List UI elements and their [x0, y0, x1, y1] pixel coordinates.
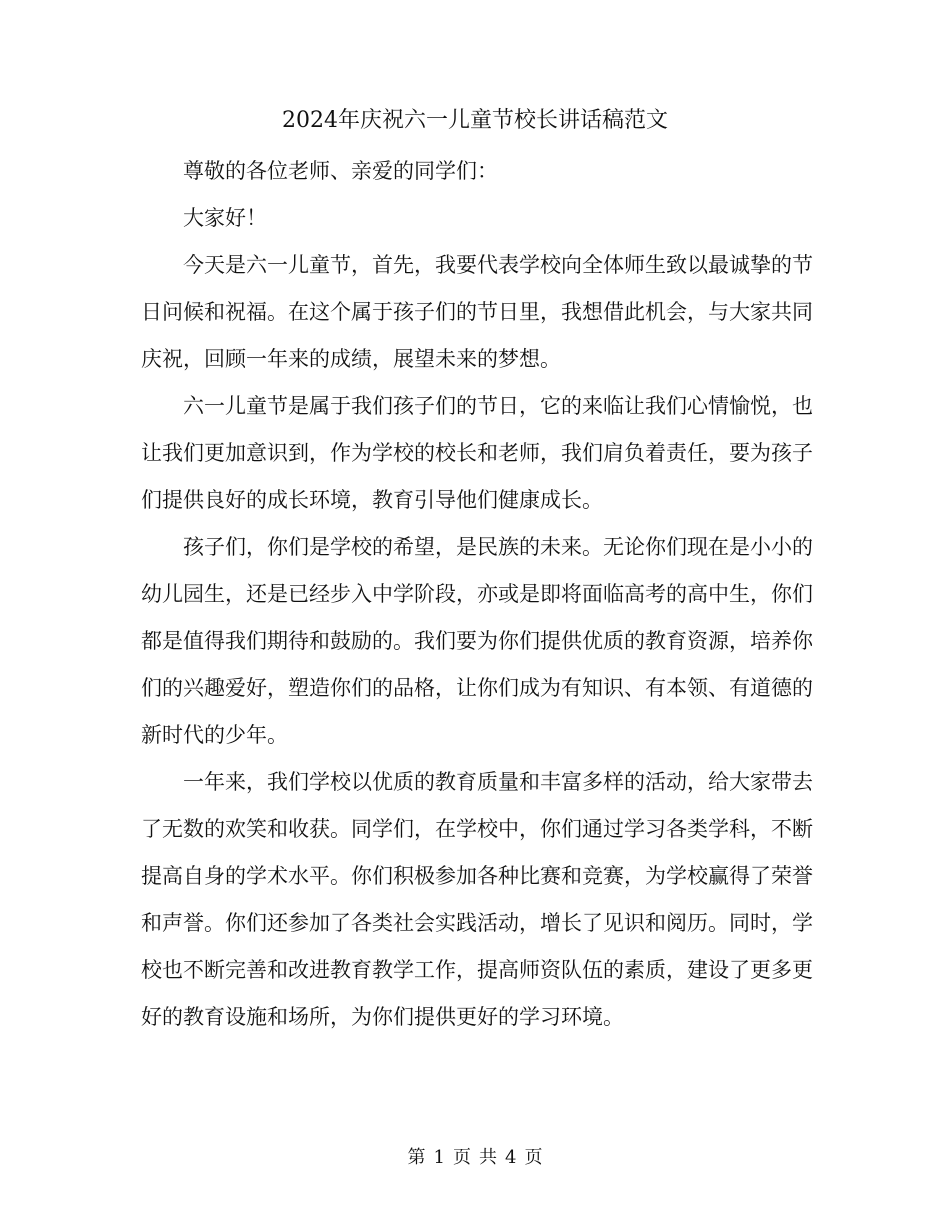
footer-page-unit: 页	[453, 1147, 471, 1168]
page-footer	[0, 1143, 950, 1173]
document-title: 2024年庆祝六一儿童节校长讲话稿范文	[282, 108, 668, 133]
body-paragraph-1: 今天是六一儿童节，首先，我要代表学校向全体师生致以最诚挚的节日问候和祝福。在这个属于孩子们的节日里，我想借此机会，与大家共同庆祝，回顾一年来的成绩，展望未来的梦想。	[141, 253, 813, 371]
body-paragraph-4: 一年来，我们学校以优质的教育质量和丰富多样的活动，给大家带去了无数的欢笑和收获。同学们，在学校中，你们通过学习各类学科，不断提高自身的学术水平。你们积极参加各种比赛和竞赛，为学校赢得了荣誉和声誉。你们还参加了各类社会实践活动，增长了见识和阅历。同时，学校也不断完善和改进教育教学工作，提高师资队伍的素质，建设了更多更好的教育设施和场所，为你们提供更好的学习环境。	[141, 770, 813, 1029]
body-paragraph-3: 孩子们，你们是学校的希望，是民族的未来。无论你们现在是小小的幼儿园生，还是已经步入中学阶段，亦或是即将面临高考的高中生，你们都是值得我们期待和鼓励的。我们要为你们提供优质的教育资源，培养你们的兴趣爱好，塑造你们的品格，让你们成为有知识、有本领、有道德的新时代的少年。	[141, 535, 813, 747]
footer-total-label: 共	[479, 1147, 497, 1168]
footer-page-label: 第	[407, 1147, 426, 1168]
document-body	[141, 148, 813, 1041]
footer-current-page: 1	[433, 1147, 445, 1168]
body-paragraph-2: 六一儿童节是属于我们孩子们的节日，它的来临让我们心情愉悦，也让我们更加意识到，作为学校的校长和老师，我们肩负着责任，要为孩子们提供良好的成长环境，教育引导他们健康成长。	[141, 394, 813, 512]
greeting-paragraph: 尊敬的各位老师、亲爱的同学们：	[183, 159, 498, 183]
footer-total-pages: 4	[505, 1147, 517, 1168]
footer-total-unit: 页	[524, 1147, 543, 1168]
salutation-paragraph: 大家好！	[183, 206, 267, 230]
